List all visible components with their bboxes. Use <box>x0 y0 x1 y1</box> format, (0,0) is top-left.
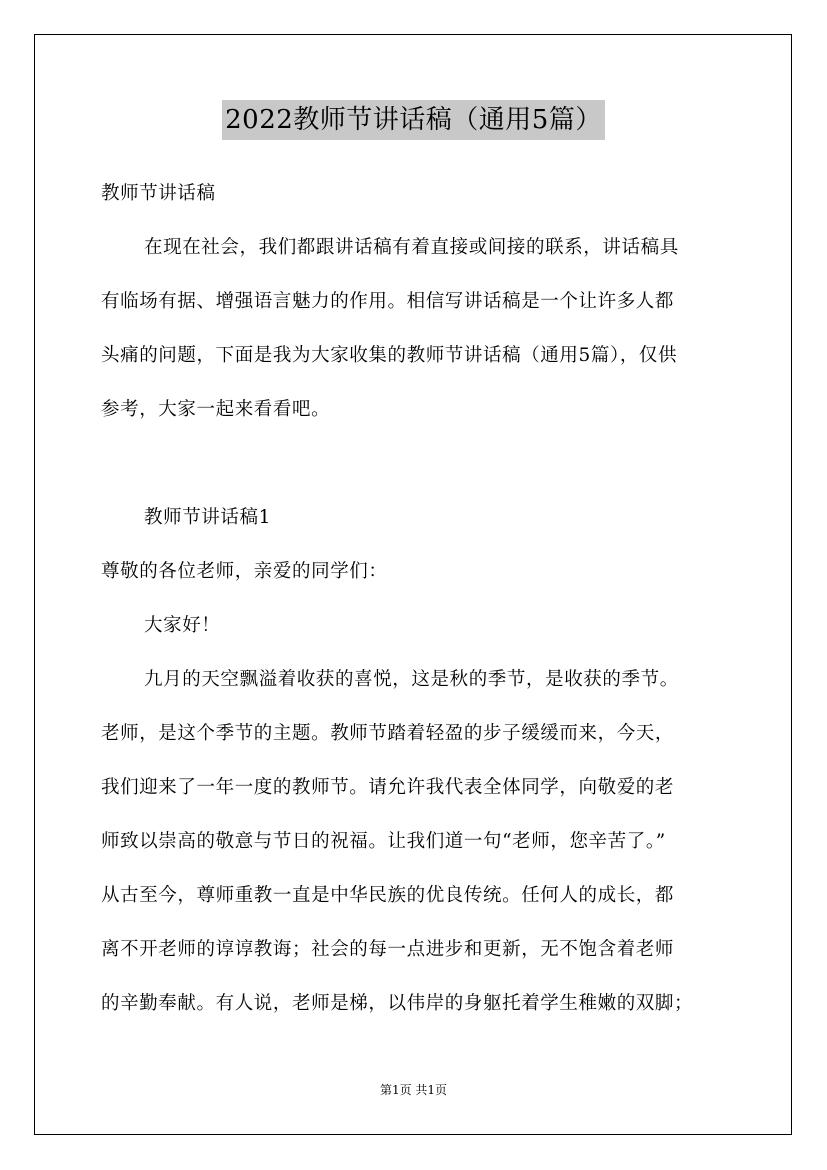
document-title <box>0 100 827 140</box>
document-title-text: 2022教师节讲话稿（通用5篇） <box>222 100 605 140</box>
body-line: 从古至今，尊师重教一直是中华民族的优良传统。任何人的成长，都 <box>101 885 675 906</box>
body-line: 九月的天空飘溢着收获的喜悦，这是秋的季节，是收获的季节。 <box>144 669 679 690</box>
body-line: 的辛勤奉献。有人说，老师是梯，以伟岸的身躯托着学生稚嫩的双脚； <box>101 993 694 1014</box>
intro-line: 参考，大家一起来看看吧。 <box>101 399 331 420</box>
body-line: 我们迎来了一年一度的教师节。请允许我代表全体同学，向敬爱的老 <box>101 777 675 798</box>
intro-line: 有临场有据、增强语言魅力的作用。相信写讲话稿是一个让许多人都 <box>101 291 675 312</box>
body-line: 老师，是这个季节的主题。教师节踏着轻盈的步子缓缓而来，今天， <box>101 723 675 744</box>
page-footer: 第1页 共1页 <box>379 1083 448 1097</box>
intro-line: 在现在社会，我们都跟讲话稿有着直接或间接的联系，讲话稿具 <box>144 237 679 258</box>
speech-title: 教师节讲话稿1 <box>144 507 271 528</box>
body-line: 师致以崇高的敬意与节日的祝福。让我们道一句“老师，您辛苦了。” <box>101 831 666 852</box>
section-heading: 教师节讲话稿 <box>101 183 216 204</box>
intro-line: 头痛的问题，下面是我为大家收集的教师节讲话稿（通用5篇），仅供 <box>101 345 678 366</box>
greeting: 大家好！ <box>144 615 221 636</box>
body-line: 离不开老师的谆谆教诲；社会的每一点进步和更新，无不饱含着老师 <box>101 939 675 960</box>
salutation: 尊敬的各位老师，亲爱的同学们： <box>101 561 388 582</box>
